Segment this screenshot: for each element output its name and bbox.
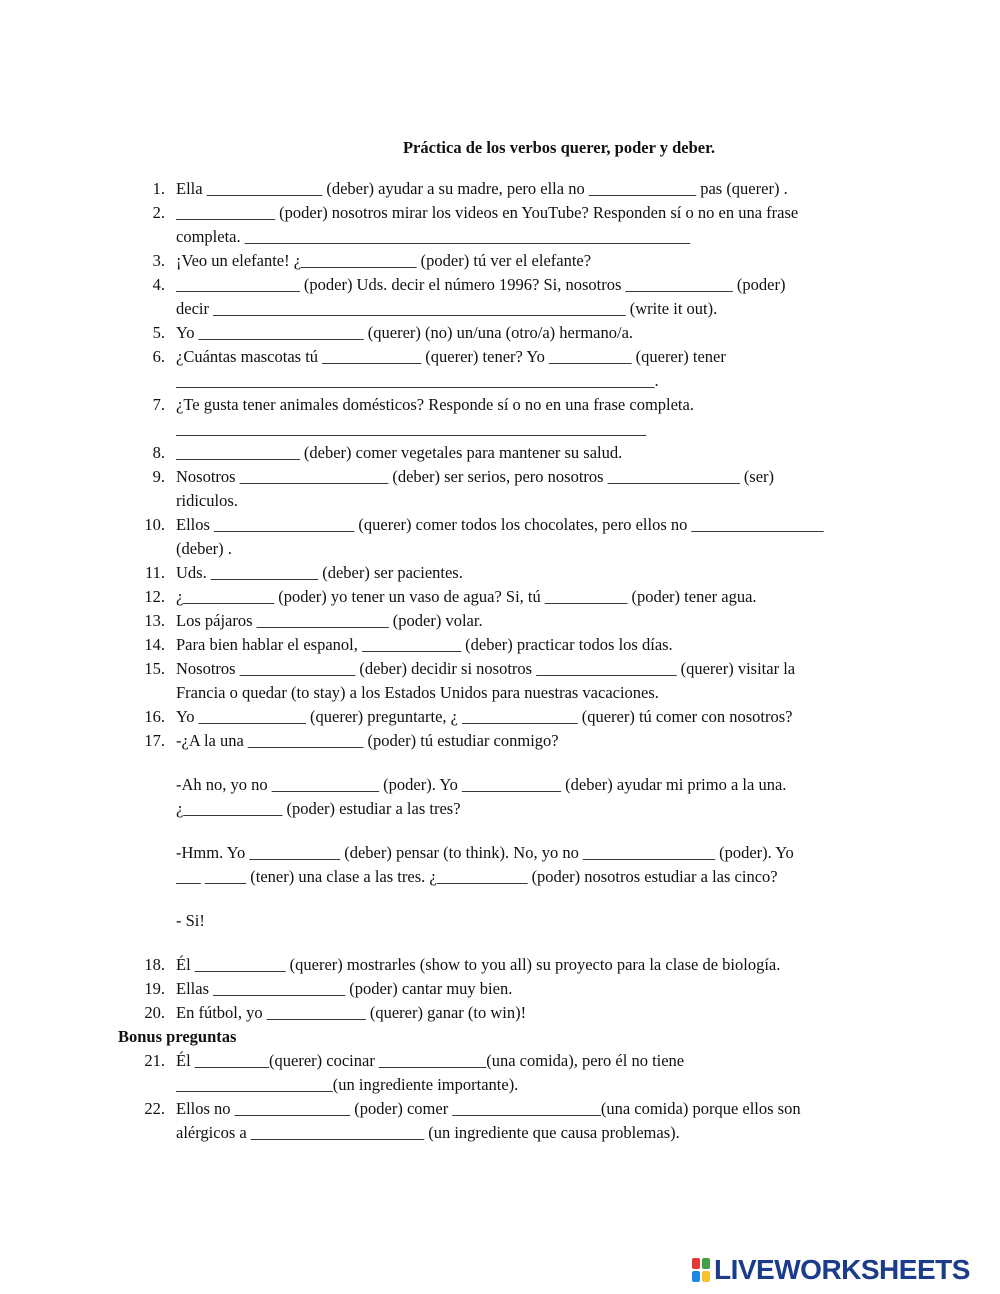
item-number: 5. — [152, 323, 165, 342]
logo-square-yellow — [702, 1271, 710, 1282]
item-line: Él ___________ (querer) mostrarles (show to you all) su proyecto para la clase de biología. — [176, 955, 781, 974]
exercise-item — [118, 513, 898, 561]
exercise-item — [118, 1001, 898, 1025]
item-line: Nosotros __________________ (deber) ser serios, pero nosotros ________________ (ser) — [176, 467, 775, 486]
dialogue-block — [118, 773, 898, 953]
item-number: 15. — [144, 659, 165, 678]
exercise-item — [118, 465, 898, 513]
item-text — [176, 729, 898, 753]
item-line: Francia o quedar (to stay) a los Estados Unidos para nuestras vacaciones. — [176, 683, 659, 702]
logo-square-red — [692, 1258, 700, 1269]
item-text — [176, 1001, 898, 1025]
item-line: Los pájaros ________________ (poder) volar. — [176, 611, 483, 630]
item-number: 11. — [144, 563, 165, 582]
item-text — [176, 393, 898, 441]
item-text — [176, 345, 898, 393]
exercise-item — [118, 561, 898, 585]
bonus-heading: Bonus preguntas — [118, 1027, 237, 1046]
exercise-item — [118, 657, 898, 705]
exercise-item — [118, 273, 898, 321]
logo-text: LIVEWORKSHEETS — [714, 1254, 970, 1285]
dialogue-line: ¿____________ (poder) estudiar a las tres? — [176, 799, 461, 818]
exercise-item — [118, 1097, 898, 1145]
exercise-item — [118, 441, 898, 465]
dialogue-line: -Ah no, yo no _____________ (poder). Yo ____________ (deber) ayudar mi primo a la una. — [176, 775, 787, 794]
item-text — [176, 657, 898, 705]
item-line: Ella ______________ (deber) ayudar a su madre, pero ella no _____________ pas (querer) . — [176, 179, 788, 198]
exercise-item — [118, 585, 898, 609]
exercise-item — [118, 953, 898, 977]
item-text — [176, 561, 898, 585]
item-number: 18. — [144, 955, 165, 974]
exercise-item — [118, 345, 898, 393]
item-text — [176, 633, 898, 657]
dialogue-line: ___ _____ (tener) una clase a las tres. ¿___________ (poder) nosotros estudiar a las cinco? — [176, 867, 778, 886]
item-number: 10. — [144, 515, 165, 534]
exercise-list-continued — [118, 953, 898, 1025]
item-text — [176, 953, 898, 977]
logo-square-green — [702, 1258, 710, 1269]
item-text — [176, 273, 898, 321]
item-text — [176, 977, 898, 1001]
item-text — [176, 465, 898, 513]
exercise-item — [118, 201, 898, 249]
item-number: 22. — [144, 1099, 165, 1118]
item-line: En fútbol, yo ____________ (querer) ganar (to win)! — [176, 1003, 527, 1022]
item-line: completa. ______________________________________________________ — [176, 227, 691, 246]
item-text — [176, 441, 898, 465]
item-number: 13. — [144, 611, 165, 630]
spacer — [118, 889, 898, 909]
exercise-item — [118, 633, 898, 657]
exercise-item — [118, 249, 898, 273]
logo-square-blue — [692, 1271, 700, 1282]
item-line: Yo _____________ (querer) preguntarte, ¿ ______________ (querer) tú comer con nosotros? — [176, 707, 793, 726]
item-line: alérgicos a _____________________ (un ingrediente que causa problemas). — [176, 1123, 680, 1142]
item-text — [176, 513, 898, 561]
item-line: ¡Veo un elefante! ¿______________ (poder) tú ver el elefante? — [176, 251, 592, 270]
item-line: decir __________________________________________________ (write it out). — [176, 299, 718, 318]
item-number: 20. — [144, 1003, 165, 1022]
item-number: 17. — [144, 731, 165, 750]
bonus-list — [118, 1049, 898, 1145]
item-number: 4. — [152, 275, 165, 294]
item-text — [176, 1049, 898, 1097]
item-text — [176, 705, 898, 729]
item-text — [176, 585, 898, 609]
exercise-item — [118, 1049, 898, 1097]
item-line: ¿Te gusta tener animales domésticos? Responde sí o no en una frase completa. — [176, 395, 694, 414]
item-number: 21. — [144, 1051, 165, 1070]
item-line: ¿___________ (poder) yo tener un vaso de agua? Si, tú __________ (poder) tener agua. — [176, 587, 757, 606]
exercise-item — [118, 705, 898, 729]
dialogue-turn — [118, 773, 898, 821]
item-line: __________________________________________________________. — [176, 371, 659, 390]
item-line: Uds. _____________ (deber) ser pacientes. — [176, 563, 463, 582]
item-line: _______________ (deber) comer vegetales para mantener su salud. — [176, 443, 623, 462]
item-line: ¿Cuántas mascotas tú ____________ (querer) tener? Yo __________ (querer) tener — [176, 347, 726, 366]
exercise-item — [118, 609, 898, 633]
item-line: Ellas ________________ (poder) cantar muy bien. — [176, 979, 513, 998]
spacer — [118, 753, 898, 773]
item-line: ridiculos. — [176, 491, 238, 510]
item-number: 2. — [152, 203, 165, 222]
item-line: Para bien hablar el espanol, ____________ (deber) practicar todos los días. — [176, 635, 673, 654]
item-text — [176, 201, 898, 249]
item-line: (deber) . — [176, 539, 232, 558]
dialogue-line: -Hmm. Yo ___________ (deber) pensar (to think). No, yo no ________________ (poder). Yo — [176, 843, 794, 862]
spacer — [118, 821, 898, 841]
item-number: 1. — [152, 179, 165, 198]
item-line: Ellos _________________ (querer) comer todos los chocolates, pero ellos no ________________ — [176, 515, 824, 534]
item-number: 8. — [152, 443, 165, 462]
item-line: -¿A la una ______________ (poder) tú estudiar conmigo? — [176, 731, 559, 750]
item-text — [176, 249, 898, 273]
exercise-item — [118, 177, 898, 201]
dialogue-turn — [118, 909, 898, 933]
item-line: _________________________________________________________ — [176, 419, 647, 438]
item-line: ___________________(un ingrediente importante). — [176, 1075, 519, 1094]
item-text — [176, 1097, 898, 1145]
liveworksheets-logo — [692, 1255, 970, 1285]
item-number: 7. — [152, 395, 165, 414]
item-line: Yo ____________________ (querer) (no) un/una (otro/a) hermano/a. — [176, 323, 634, 342]
item-line: Él _________(querer) cocinar _____________(una comida), pero él no tiene — [176, 1051, 685, 1070]
item-line: Nosotros ______________ (deber) decidir si nosotros _________________ (querer) visitar la — [176, 659, 796, 678]
worksheet-body — [118, 177, 898, 1145]
item-number: 14. — [144, 635, 165, 654]
worksheet-title: Práctica de los verbos querer, poder y deber. — [402, 138, 716, 157]
item-line: _______________ (poder) Uds. decir el número 1996? Si, nosotros _____________ (poder) — [176, 275, 786, 294]
logo-mark-icon — [692, 1258, 710, 1282]
dialogue-turn — [118, 841, 898, 889]
item-text — [176, 321, 898, 345]
exercise-item — [118, 393, 898, 441]
item-text — [176, 177, 898, 201]
dialogue-line: - Si! — [176, 911, 205, 930]
exercise-list — [118, 177, 898, 753]
exercise-item — [118, 977, 898, 1001]
item-number: 3. — [152, 251, 165, 270]
exercise-item — [118, 729, 898, 753]
exercise-item — [118, 321, 898, 345]
item-line: Ellos no ______________ (poder) comer __________________(una comida) porque ellos son — [176, 1099, 801, 1118]
item-text — [176, 609, 898, 633]
spacer — [118, 933, 898, 953]
item-number: 19. — [144, 979, 165, 998]
item-number: 6. — [152, 347, 165, 366]
item-number: 16. — [144, 707, 165, 726]
item-number: 12. — [144, 587, 165, 606]
item-line: ____________ (poder) nosotros mirar los videos en YouTube? Responden sí o no en una frase — [176, 203, 799, 222]
item-number: 9. — [152, 467, 165, 486]
